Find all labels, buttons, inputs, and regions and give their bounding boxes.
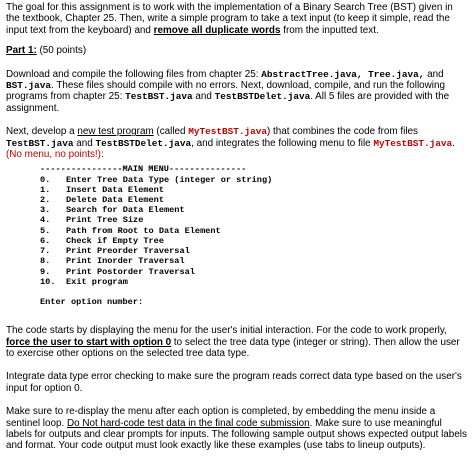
integrate-paragraph: Integrate data type error checking to make sure the program reads correct data type based on the user's input for option 0.: [6, 371, 462, 394]
develop-text-3: ) that combines the code from files: [267, 126, 418, 138]
file-abstracttree-tree: AbstractTree.java, Tree.java,: [261, 68, 425, 80]
develop-text-1: Next, develop a: [6, 126, 78, 138]
develop-text-4: and: [73, 137, 96, 149]
menu-item-number: 4.: [40, 215, 51, 226]
remove-duplicates-phrase: remove all duplicate words: [153, 24, 281, 36]
menu-item-label: Check if Empty Tree: [66, 235, 164, 246]
menu-item-number: 9.: [40, 266, 51, 277]
file-bst: BST.java: [6, 80, 52, 92]
menu-item-number: 3.: [40, 205, 51, 216]
menu-item: [40, 215, 468, 225]
menu-item-number: 5.: [40, 225, 51, 236]
menu-item-label: Print Postorder Traversal: [66, 266, 195, 277]
menu-item-label: Enter Tree Data Type (integer or string): [66, 174, 273, 185]
download-text-4: and: [192, 91, 215, 103]
menu-item: [40, 256, 468, 266]
part-label: Part 1:: [6, 45, 37, 57]
file-testbst: TestBST.java: [125, 91, 193, 103]
no-menu-warning: (No menu, no points!): [6, 149, 101, 161]
intro-text-1: The goal for this assignment is to work with the implementation of a Binary Search Tree (BST) given in the textbook, Chapter 25. Then, write a simple program to take a text input (to keep it simple, read the input text from the keyboard) and: [6, 2, 453, 36]
file-testbst-2: TestBST.java: [6, 137, 74, 149]
download-text-5: . All 5 files are provided with the assignment.: [6, 91, 450, 114]
new-test-program-phrase: new test program: [77, 126, 154, 138]
file-testbstdelet-2: TestBSTDelet.java: [95, 137, 192, 149]
develop-text-2: (called: [153, 126, 189, 138]
menu-item: [40, 205, 468, 215]
menu-item-label: Insert Data Element: [66, 184, 164, 195]
menu-item-label: Print Inorder Traversal: [66, 256, 185, 267]
menu-item: [40, 175, 468, 185]
redisplay-text-2: . Make sure to use meaningful labels for outputs and clear prompts for inputs. The following sample output shows expected output labels and format. Your code output must look exactly like these examples (use tabs to lineup outputs).: [6, 417, 467, 452]
menu-item: [40, 236, 468, 246]
develop-text-6: .: [452, 137, 455, 149]
menu-item-label: Path from Root to Data Element: [66, 225, 221, 236]
download-text-2: and: [424, 68, 444, 80]
menu-item-number: 10.: [40, 276, 56, 287]
download-text-3: . These files should compile with no errors. Next, download, compile, and run the following programs from chapter 25:: [6, 80, 445, 103]
menu-item-number: 0.: [40, 174, 51, 185]
develop-paragraph: [6, 126, 468, 160]
menu-item: [40, 185, 468, 195]
intro-text-2: from the inputted text.: [280, 24, 379, 36]
starts-paragraph: [6, 325, 468, 359]
menu-item-label: Exit program: [66, 276, 128, 287]
develop-text-7: :: [100, 149, 104, 161]
redisplay-text-1: Make sure to re-display the menu after each option is completed, by embedding the menu inside a sentinel loop.: [6, 406, 436, 429]
menu-header: ----------------MAIN MENU---------------: [40, 164, 247, 175]
part-header: [6, 45, 468, 56]
starts-text-1: The code starts by displaying the menu for the user's initial interaction. For the code to work properly,: [6, 325, 447, 337]
intro-paragraph: [6, 2, 468, 36]
menu-item: [40, 195, 468, 205]
menu-item: [40, 267, 468, 277]
main-menu-listing: [40, 164, 468, 307]
menu-item: [40, 277, 468, 287]
menu-item-label: Delete Data Element: [66, 195, 164, 206]
download-paragraph: [6, 69, 468, 115]
file-mytestbst: MyTestBST.java: [188, 126, 268, 138]
file-mytestbst-2: MyTestBST.java: [373, 137, 453, 149]
menu-item: [40, 226, 468, 236]
menu-item-label: Print Tree Size: [66, 215, 144, 226]
starts-text-2: to select the tree data type (integer or string). Then allow the user to exercise other options on the selected tree data type.: [6, 336, 460, 359]
menu-item-label: Print Preorder Traversal: [66, 246, 190, 257]
menu-item-number: 1.: [40, 184, 51, 195]
no-hardcode-phrase: Do Not hard-code test data in the final code submission: [66, 417, 310, 429]
menu-item-number: 8.: [40, 256, 51, 267]
menu-item-number: 7.: [40, 246, 51, 257]
force-option-0-phrase: force the user to start with option 0: [6, 336, 172, 348]
file-testbstdelet: TestBSTDelet.java: [214, 91, 311, 103]
menu-item-number: 6.: [40, 235, 51, 246]
menu-item-label: Search for Data Element: [66, 205, 185, 216]
menu-prompt: Enter option number:: [40, 296, 144, 307]
redisplay-paragraph: [6, 406, 468, 452]
part-points: (50 points): [36, 45, 87, 57]
menu-item-number: 2.: [40, 195, 51, 206]
download-text-1: Download and compile the following files from chapter 25:: [6, 68, 262, 80]
menu-item: [40, 246, 468, 256]
develop-text-5: , and integrates the following menu to file: [191, 137, 374, 149]
